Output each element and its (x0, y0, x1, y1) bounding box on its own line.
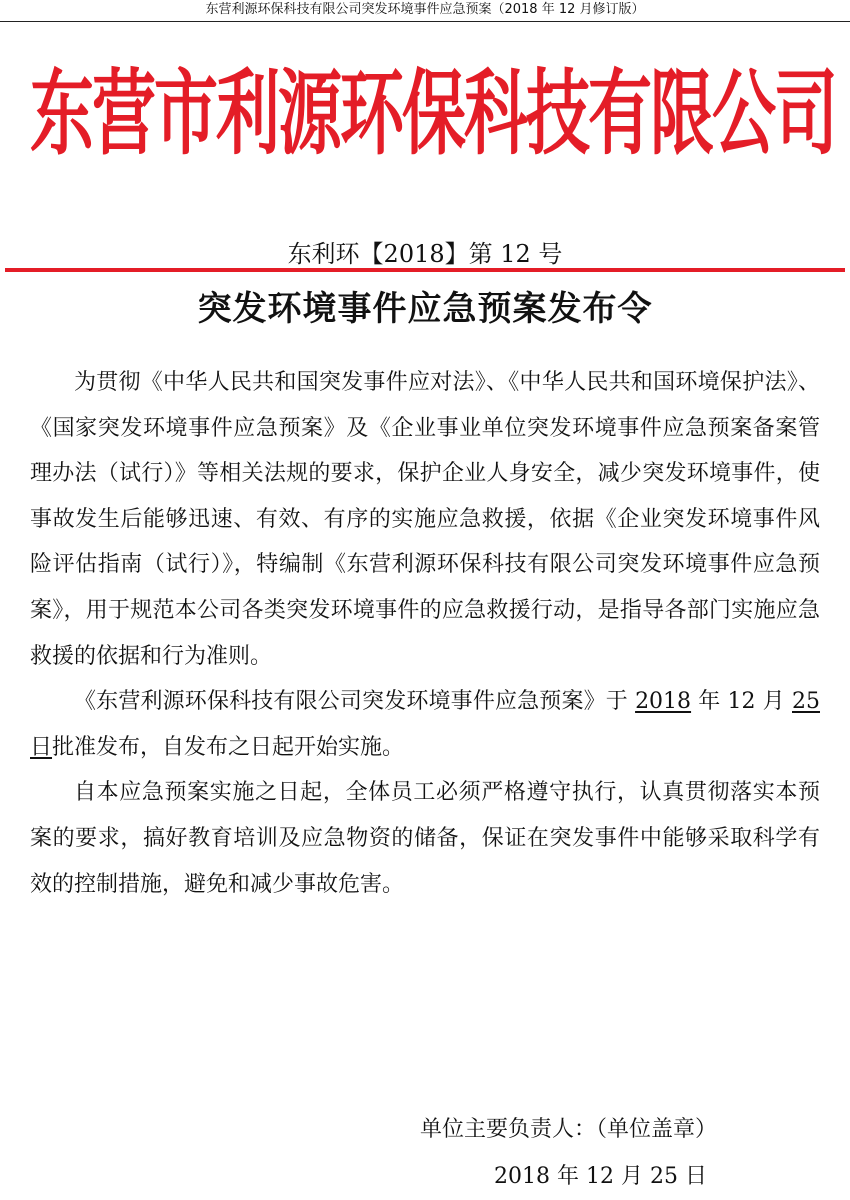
paragraph-3: 自本应急预案实施之日起，全体员工必须严格遵守执行，认真贯彻落实本预案的要求，搞好教育培训及应急物资的储备，保证在突发事件中能够采取科学有效的控制措施，避免和减少事故危害。 (30, 780, 820, 897)
release-day: 25 日 (30, 689, 820, 760)
release-month: 12 (727, 689, 756, 715)
paragraph-2-text: 《东营利源环保科技有限公司突发环境事件应急预案》于 (74, 689, 636, 715)
document-title: 突发环境事件应急预案发布令 (197, 289, 653, 329)
paragraph-2 (30, 679, 820, 770)
company-name: 东营市利源环保科技有限公司 (30, 59, 836, 169)
month-suffix: 月 (755, 689, 792, 715)
running-header: 东营利源环保科技有限公司突发环境事件应急预案（2018 年 12 月修订版） (205, 2, 645, 17)
paragraph-2-tail: 批准发布，自发布之日起开始实施。 (52, 734, 405, 760)
document-number: 东利环【2018】第 12 号 (287, 240, 563, 268)
signature-date: 2018 年 12 月 25 日 (494, 1164, 707, 1189)
signature-line: 单位主要负责人：（单位盖章） (420, 1117, 718, 1142)
release-year: 2018 (635, 689, 692, 715)
red-divider (5, 268, 845, 272)
year-suffix: 年 (691, 689, 728, 715)
paragraph-1: 为贯彻《中华人民共和国突发事件应对法》、《中华人民共和国环境保护法》、《国家突发环境事件应急预案》及《企业事业单位突发环境事件应急预案备案管理办法（试行）》等相关法规的要求，保护企业人身安全，减少突发环境事件，使事故发生后能够迅速、有效、有序的实施应急救援，依据《企业突发环境事件风险评估指南（试行）》，特编制《东营利源环保科技有限公司突发环境事件应急预案》，用于规范本公司各类突发环境事件的应急救援行动，是指导各部门实施应急救援的依据和行为准则。 (30, 370, 820, 669)
document-body (30, 360, 820, 907)
